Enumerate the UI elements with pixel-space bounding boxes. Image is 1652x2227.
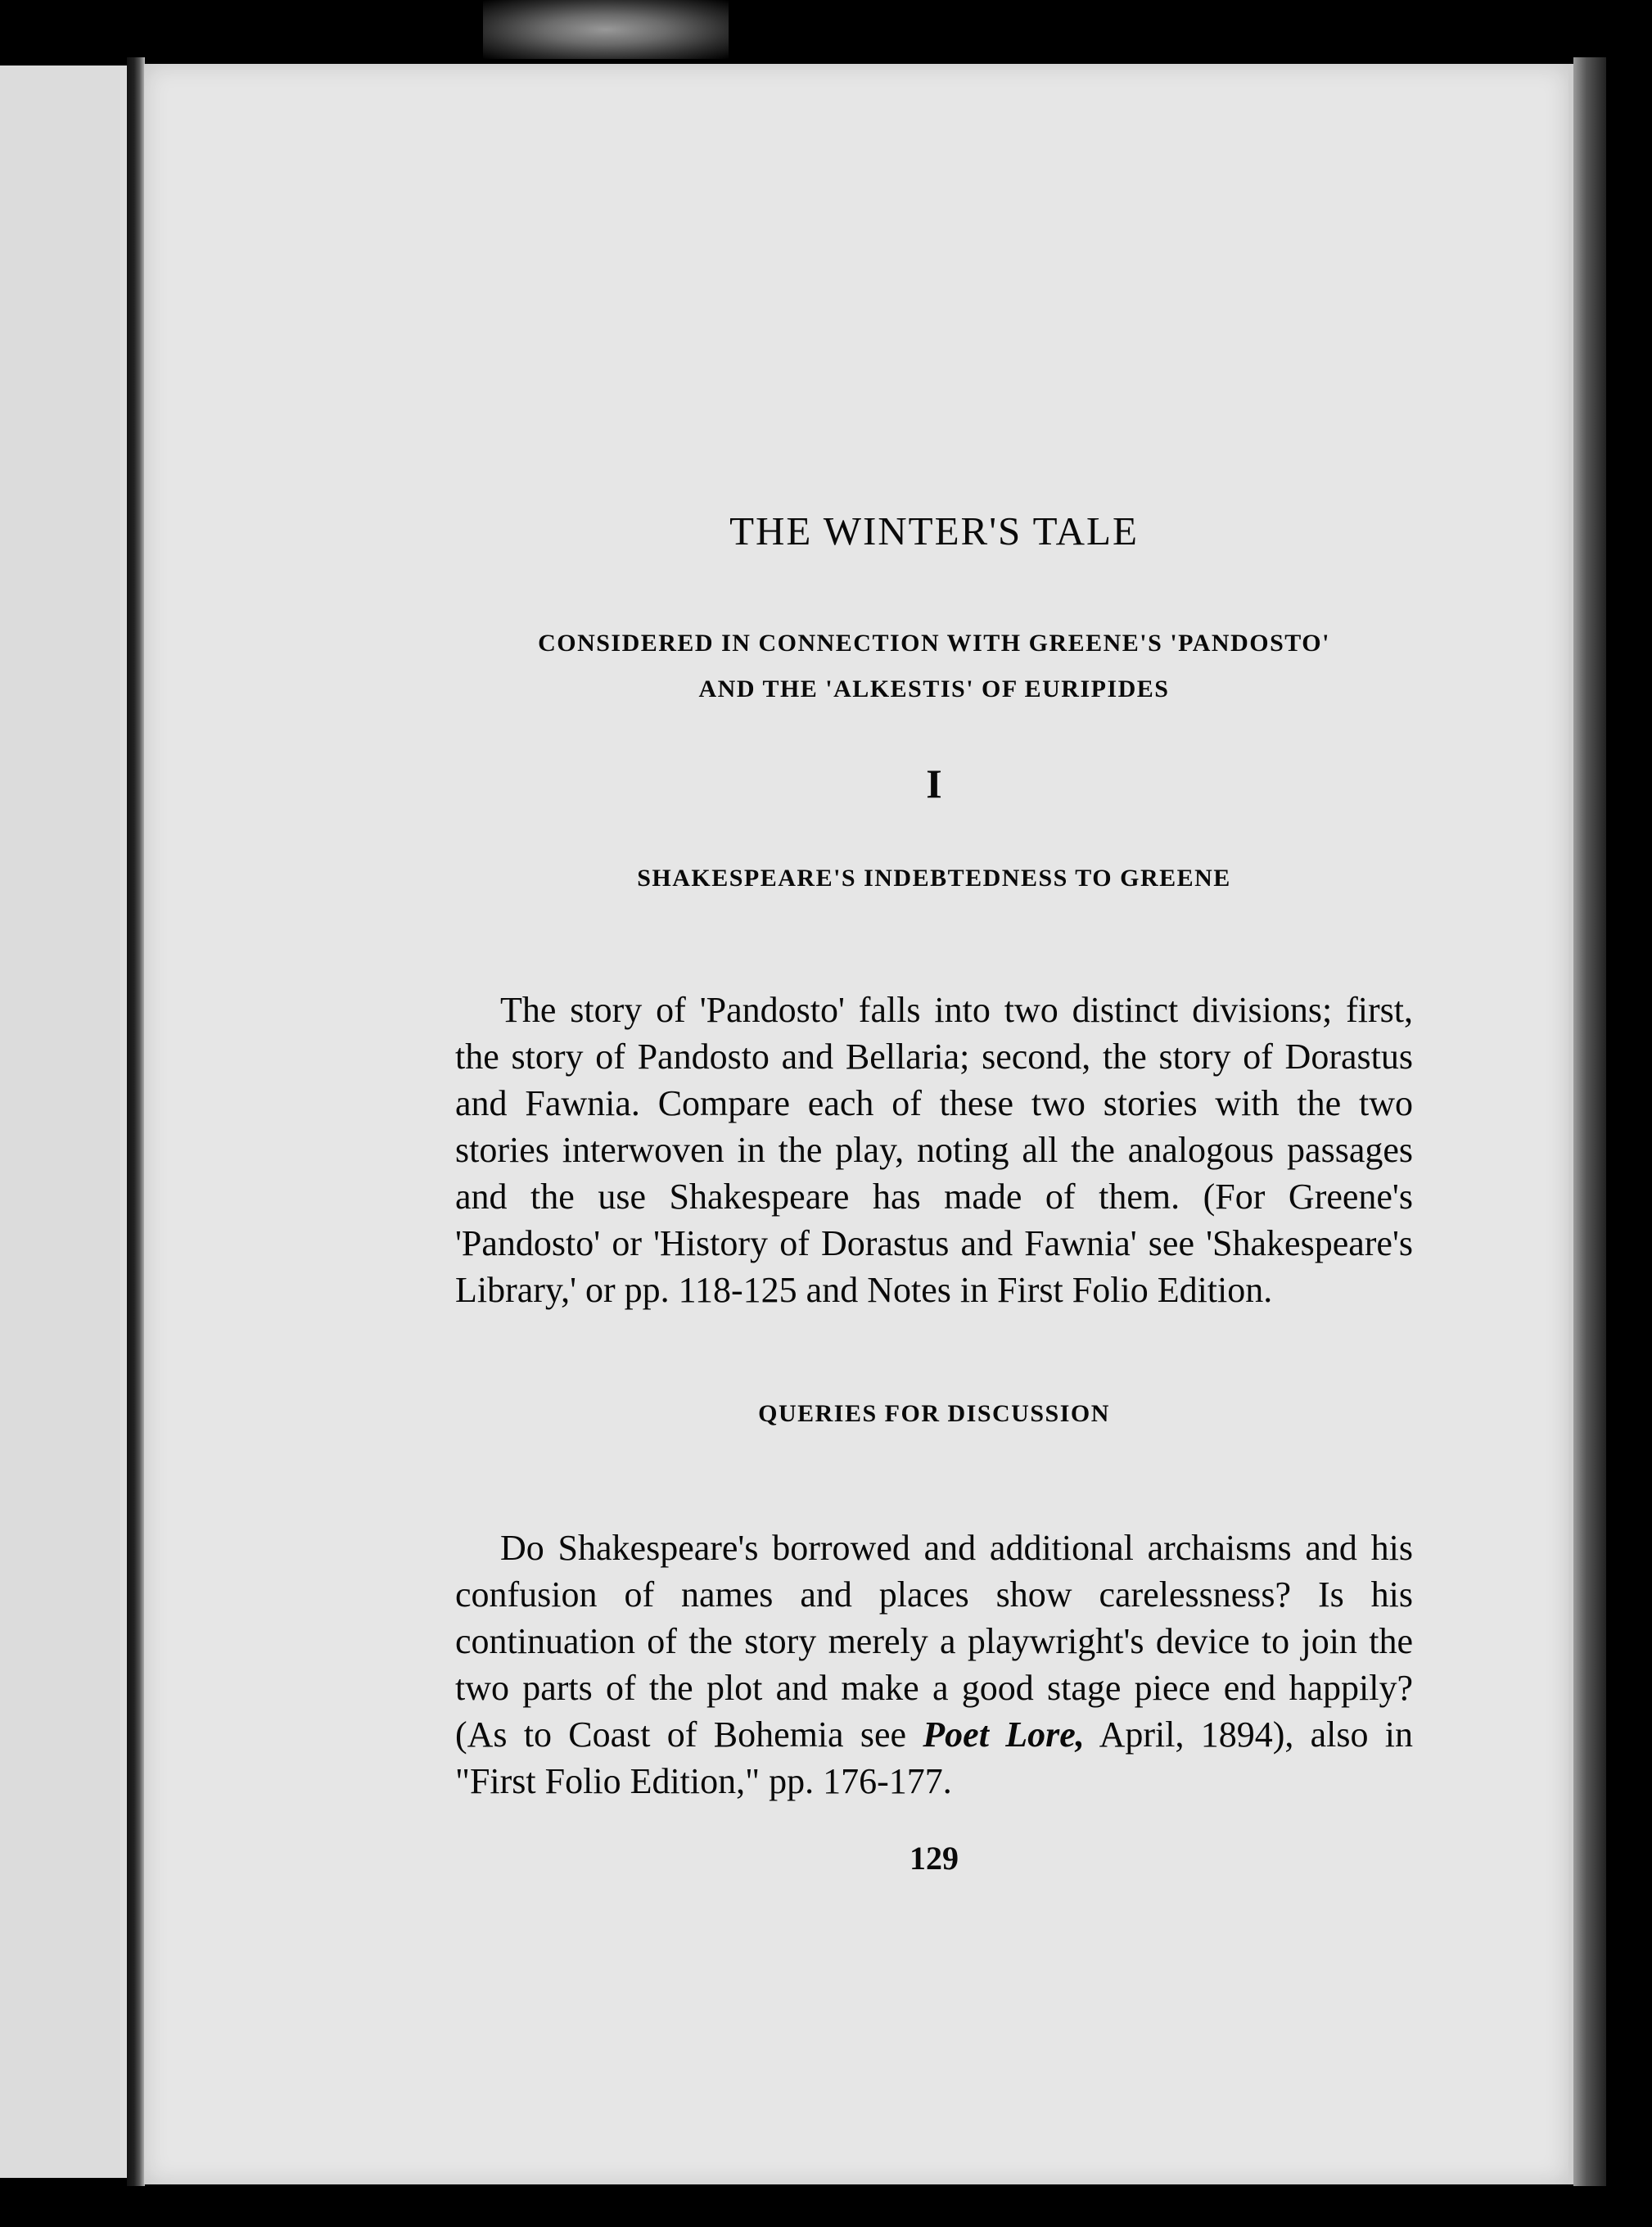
top-ink-blot (483, 0, 729, 59)
section-heading: SHAKESPEARE'S INDEBTEDNESS TO GREENE (637, 865, 1231, 892)
queries-heading: QUERIES FOR DISCUSSION (758, 1400, 1110, 1427)
paragraph-queries-italic: Poet Lore, (923, 1714, 1085, 1755)
subtitle-line-1: CONSIDERED IN CONNECTION WITH GREENE'S 'PANDOSTO' (538, 630, 1330, 657)
page-subtitle (455, 621, 1413, 712)
page-title: THE WINTER'S TALE (729, 508, 1139, 553)
left-page-edge (0, 66, 133, 2178)
paragraph-queries-text-1: Do Shakespeare's borrowed and additional archaisms and his confusion of names and places show carelessness? Is his continuation of the story merely a playwright's device to join the two parts of the plot and make a good stage piece end happily? (As to Coast of Bohemia see (455, 1528, 1413, 1755)
right-page-edge (1573, 57, 1606, 2186)
paragraph-queries-text-2: April, 1894), also in "First Folio Edition," pp. 176-177. (455, 1714, 1413, 1801)
paragraph-queries (455, 1525, 1413, 1805)
book-page (144, 64, 1573, 2184)
paragraph-pandosto: The story of 'Pandosto' falls into two distinct divisions; first, the story of Pandosto and Bellaria; second, the story of Dorastus and Fawnia. Compare each of these two stories with the two stories interwoven in the play, noting all the analogous passages and the use Shakespeare has made of them. (For Greene's 'Pandosto' or 'History of Dorastus and Fawnia' see 'Shakespeare's Library,' or pp. 118-125 and Notes in First Folio Edition. (455, 990, 1413, 1310)
book-gutter (127, 57, 145, 2186)
section-numeral: I (926, 761, 942, 806)
subtitle-line-2: AND THE 'ALKESTIS' OF EURIPIDES (698, 675, 1170, 702)
page-number: 129 (910, 1840, 959, 1877)
